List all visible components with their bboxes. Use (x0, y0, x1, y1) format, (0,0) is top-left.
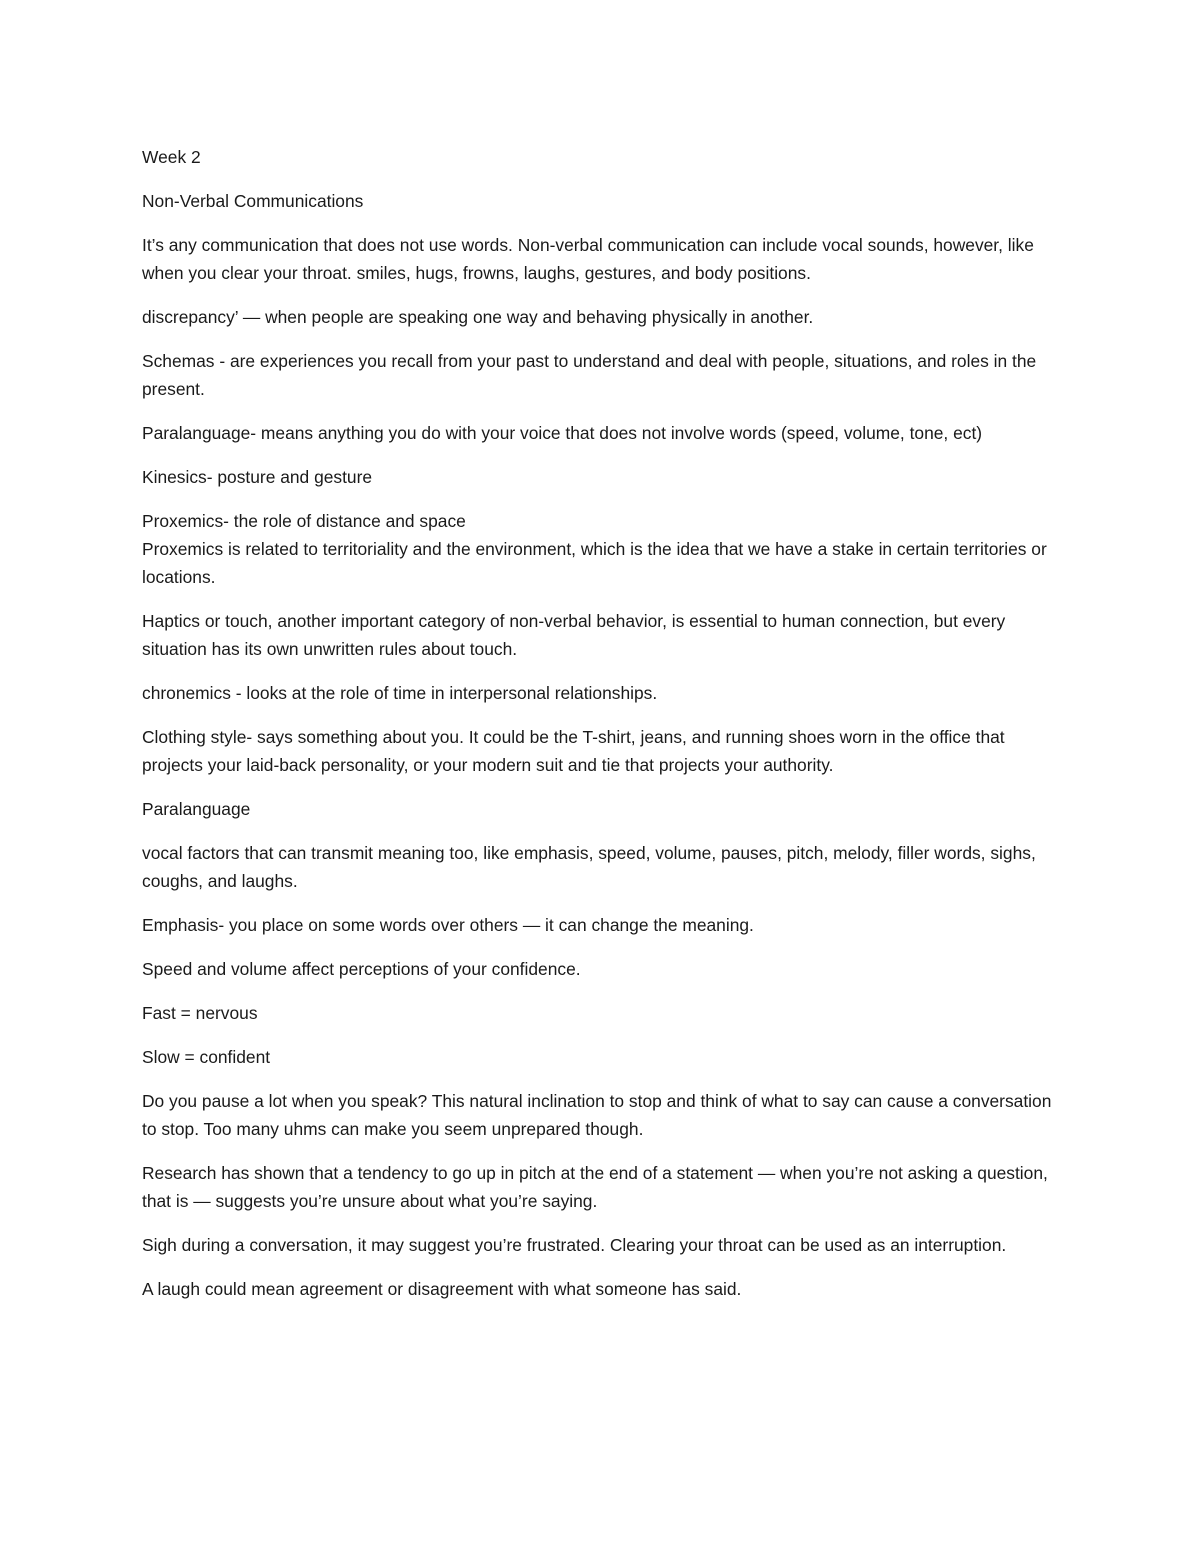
paragraph-clothing-style: Clothing style- says something about you. It could be the T-shirt, jeans, and running shoes worn in the office that projects your laid-back personality, or your modern suit and tie that projects your authority. (142, 727, 1005, 775)
paragraph-chronemics: chronemics - looks at the role of time in interpersonal relationships. (142, 683, 658, 703)
paragraph-definition: It’s any communication that does not use words. Non-verbal communication can include vocal sounds, however, like when you clear your throat. smiles, hugs, frowns, laughs, gestures, and body positions. (142, 235, 1034, 283)
paragraph-vocal-factors: vocal factors that can transmit meaning too, like emphasis, speed, volume, pauses, pitch, melody, filler words, sighs, coughs, and laughs. (142, 843, 1036, 891)
week-heading: Week 2 (142, 147, 201, 167)
paragraph-paralanguage-definition: Paralanguage- means anything you do with your voice that does not involve words (speed, volume, tone, ect) (142, 423, 983, 443)
paragraph-laugh: A laugh could mean agreement or disagreement with what someone has said. (142, 1279, 742, 1299)
paragraph-discrepancy: discrepancy’ — when people are speaking one way and behaving physically in another. (142, 307, 814, 327)
document-body (142, 143, 1067, 1319)
paragraph-emphasis: Emphasis- you place on some words over others — it can change the meaning. (142, 915, 754, 935)
paragraph-haptics: Haptics or touch, another important category of non-verbal behavior, is essential to human connection, but every situation has its own unwritten rules about touch. (142, 611, 1006, 659)
paragraph-proxemics-detail: Proxemics is related to territoriality and the environment, which is the idea that we have a stake in certain territories or locations. (142, 539, 1047, 587)
paralanguage-subheading: Paralanguage (142, 799, 251, 819)
paragraph-fast: Fast = nervous (142, 1003, 258, 1023)
paragraph-proxemics-heading: Proxemics- the role of distance and space (142, 511, 466, 531)
paragraph-pauses: Do you pause a lot when you speak? This natural inclination to stop and think of what to say can cause a conversation to stop. Too many uhms can make you seem unprepared though. (142, 1091, 1052, 1139)
paragraph-speed-volume: Speed and volume affect perceptions of your confidence. (142, 959, 581, 979)
paragraph-sigh: Sigh during a conversation, it may suggest you’re frustrated. Clearing your throat can be used as an interruption. (142, 1235, 1007, 1255)
paragraph-schemas: Schemas - are experiences you recall from your past to understand and deal with people, situations, and roles in the present. (142, 351, 1037, 399)
paragraph-pitch: Research has shown that a tendency to go up in pitch at the end of a statement — when you’re not asking a question, that is — suggests you’re unsure about what you’re saying. (142, 1163, 1048, 1211)
paragraph-slow: Slow = confident (142, 1047, 271, 1067)
topic-title: Non-Verbal Communications (142, 191, 364, 211)
paragraph-kinesics: Kinesics- posture and gesture (142, 467, 373, 487)
